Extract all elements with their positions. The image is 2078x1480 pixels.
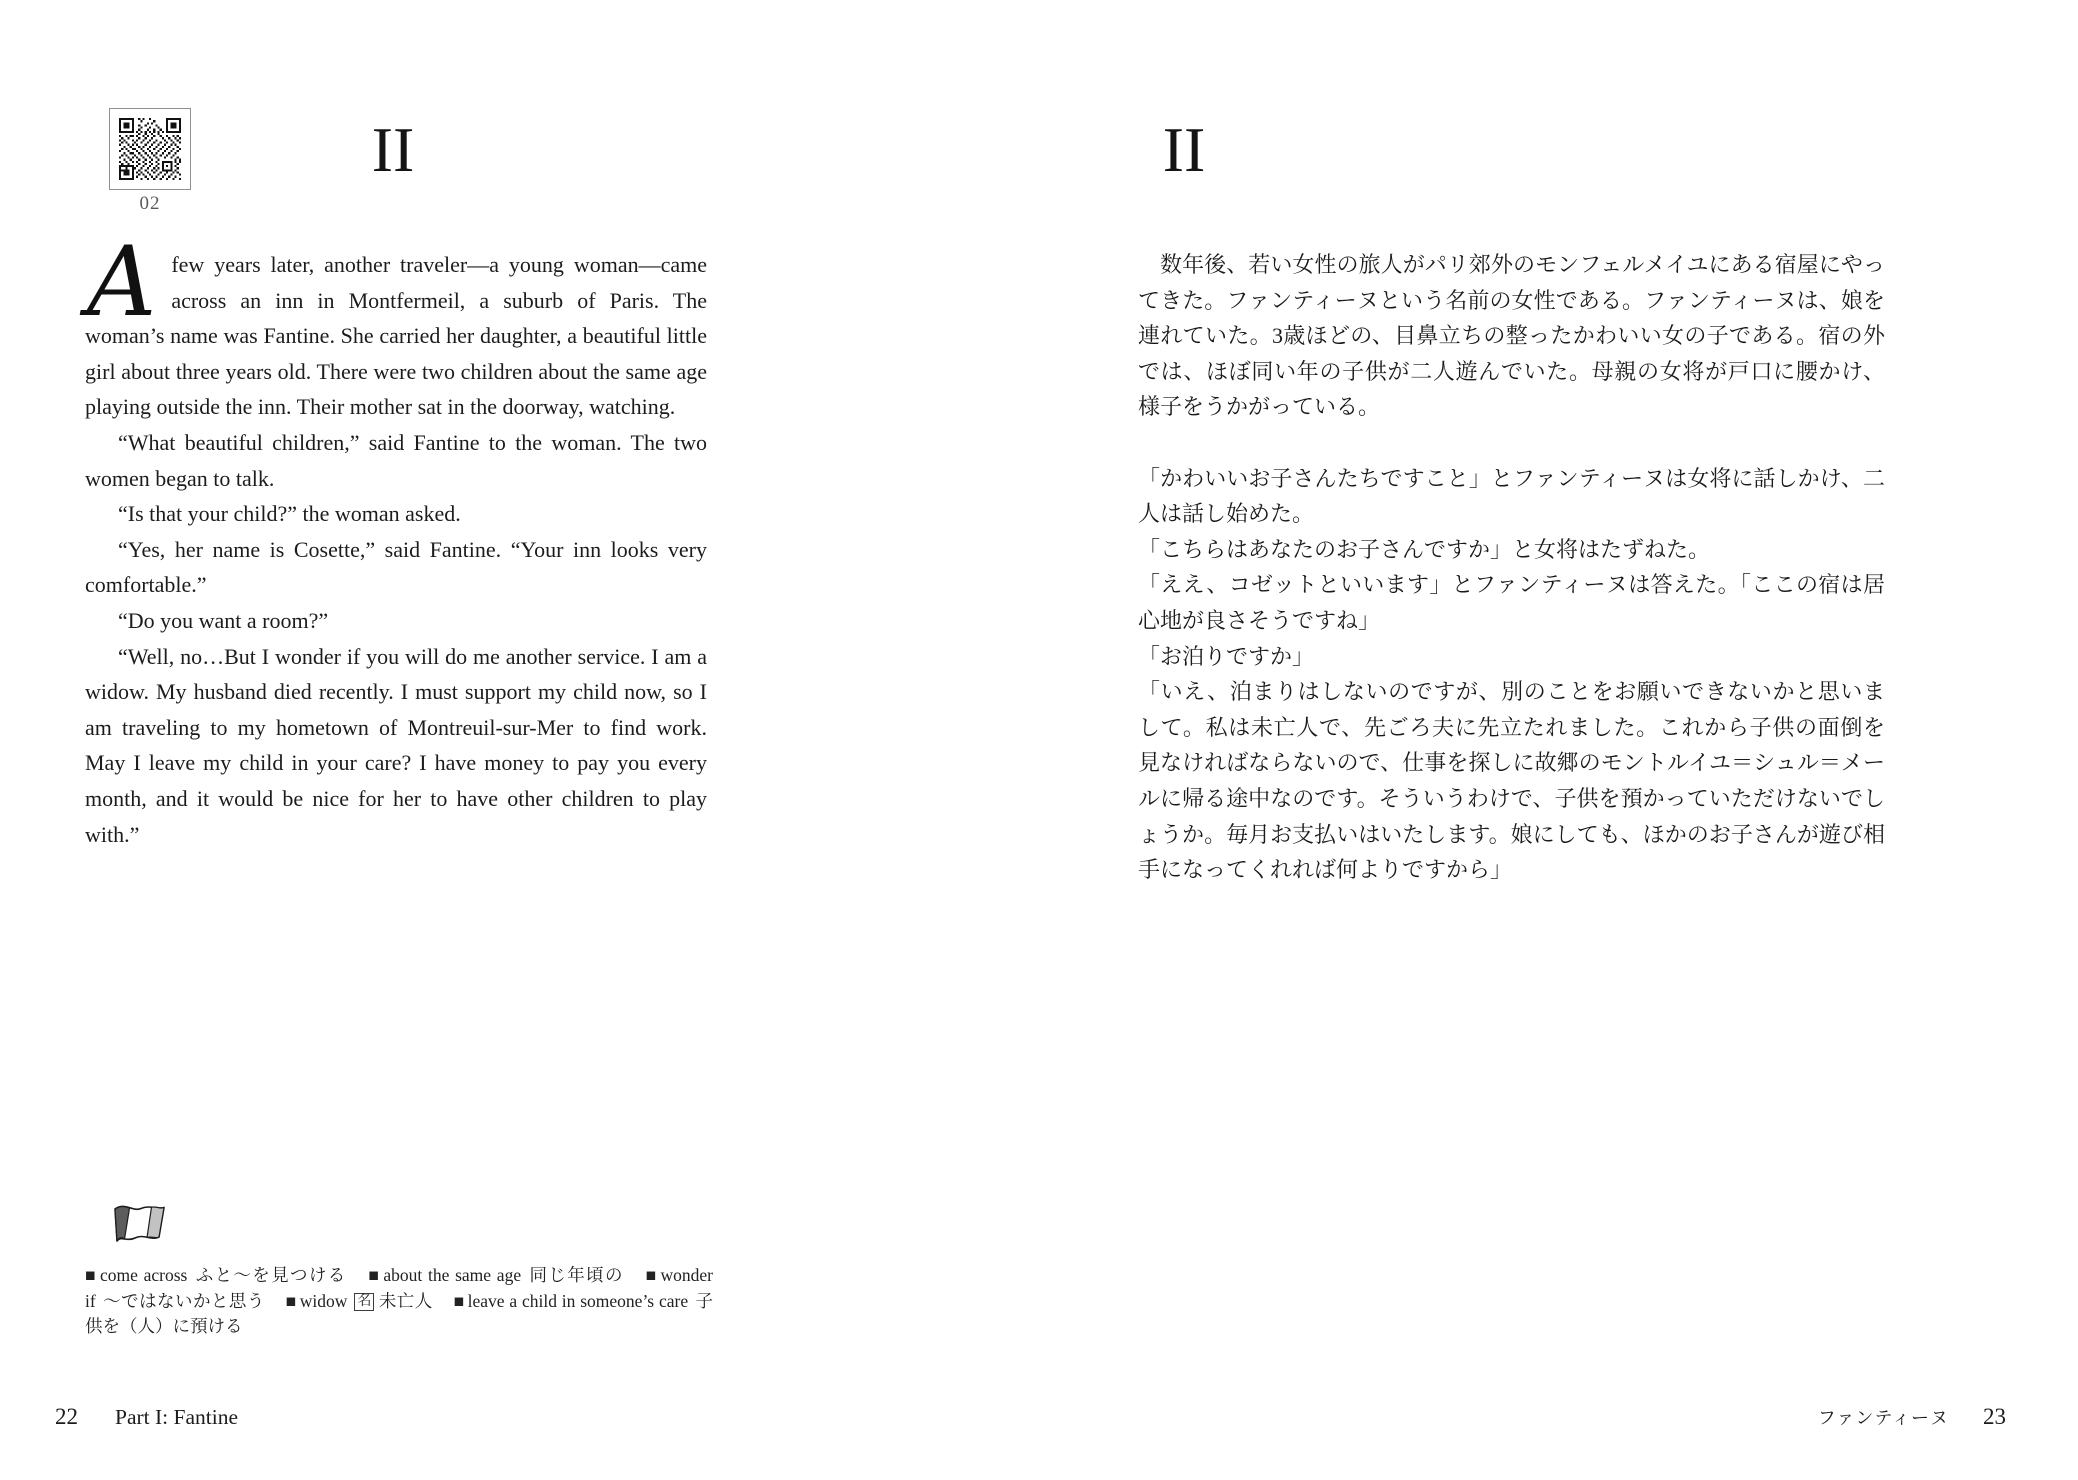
section-title: ファンティーヌ <box>1817 1408 1949 1428</box>
vocab-bullet: ■ <box>85 1265 97 1285</box>
vocab-definition: 未亡人 <box>378 1290 433 1311</box>
japanese-paragraph: 数年後、若い女性の旅人がパリ郊外のモンフェルメイユにある宿屋にやってきた。ファンティーヌという名前の女性である。ファンティーヌは、娘を連れていた。3歳ほどの、目鼻立ちの整ったかわいい女の子である。宿の外では、ほぼ同い年の子供が二人遊んでいた。母親の女将が戸口に腰かけ、様子をうかがっている。 <box>1138 252 1885 420</box>
english-paragraph: “Do you want a room?” <box>118 607 329 633</box>
chapter-heading-left: II <box>371 114 415 185</box>
page-number: 23 <box>1983 1404 2006 1429</box>
english-paragraph: “What beautiful children,” said Fantine to the woman. The two women began to talk. <box>85 429 707 491</box>
vocab-definition: 〜ではないかと思う <box>102 1290 265 1311</box>
japanese-paragraph: 「こちらはあなたのお子さんですか」と女将はたずねた。 <box>1138 536 1711 562</box>
page-number: 22 <box>55 1404 78 1429</box>
japanese-paragraph: 「ええ、コゼットといいます」とファンティーヌは答えた。「ここの宿は居心地が良さそうですね」 <box>1138 572 1885 633</box>
vocab-term: widow <box>299 1290 348 1311</box>
english-paragraph <box>85 226 707 425</box>
english-paragraph: “Is that your child?” the woman asked. <box>118 501 461 527</box>
vocab-entry <box>368 1265 623 1285</box>
vocab-bullet: ■ <box>368 1265 381 1285</box>
vocab-term: wonder if <box>85 1265 714 1311</box>
qr-code <box>109 108 191 190</box>
qr-block <box>109 108 191 215</box>
vocab-bullet: ■ <box>645 1265 658 1285</box>
section-title: Part I: Fantine <box>115 1405 239 1429</box>
vocab-entry <box>286 1291 433 1311</box>
english-paragraph: “Yes, her name is Cosette,” said Fantine. “Your inn looks very comfortable.” <box>85 536 707 598</box>
footer-right <box>1818 1404 2006 1430</box>
vocab-definition: 子供を（人）に預ける <box>85 1290 714 1336</box>
english-text-column <box>85 226 707 852</box>
vocab-term: come across <box>99 1265 188 1285</box>
chapter-heading-right: II <box>1162 114 1206 185</box>
vocab-bullet: ■ <box>285 1290 297 1311</box>
japanese-paragraph: 「お泊りですか」 <box>1138 643 1315 669</box>
japanese-text-column <box>1138 247 1885 888</box>
japanese-paragraph: 「かわいいお子さんたちですこと」とファンティーヌは女将に話しかけ、二人は話し始めた。 <box>1138 465 1885 527</box>
french-flag-icon <box>106 1200 172 1256</box>
part-of-speech-noun-marker: 名 <box>354 1293 374 1311</box>
vocab-definition: ふと〜を見つける <box>194 1265 347 1285</box>
vocabulary-notes <box>85 1263 713 1340</box>
qr-track-number: 02 <box>139 193 161 214</box>
vocab-definition: 同じ年頃の <box>528 1265 624 1285</box>
qr-code-pattern <box>119 118 181 180</box>
dropcap-letter: A <box>87 226 157 338</box>
vocab-bullet: ■ <box>453 1290 465 1311</box>
vocab-term: about the same age <box>383 1265 522 1285</box>
english-paragraph: “Well, no…But I wonder if you will do me another service. I am a widow. My husband died recently. I must support my child now, so I am traveling to my hometown of Montreuil-sur-Mer to find work. May I leave my child in your care? I have money to pay you every month, and it would be nice for her to have other children to play with.” <box>85 643 707 847</box>
footer-left <box>55 1404 238 1430</box>
vocab-entry <box>85 1265 347 1285</box>
japanese-paragraph: 「いえ、泊まりはしないのですが、別のことをお願いできないかと思いまして。私は未亡人で、先ごろ夫に先立たれました。これから子供の面倒を見なければならないので、仕事を探しに故郷のモントルイユ＝シュル＝メールに帰る途中なのです。そういうわけで、子供を預かっていただけないでしょうか。毎月お支払いはいたします。娘にしても、ほかのお子さんが遊び相手になってくれれば何よりですから」 <box>1138 679 1885 883</box>
vocab-term: leave a child in someone’s care <box>467 1290 689 1311</box>
english-paragraph-text: few years later, another traveler—a young woman—came across an inn in Montfermeil, a suburb of Paris. The woman’s name was Fantine. She carried her daughter, a beautiful little girl about three years old. There were two children about the same age playing outside the inn. Their mother sat in the doorway, watching. <box>85 252 707 420</box>
